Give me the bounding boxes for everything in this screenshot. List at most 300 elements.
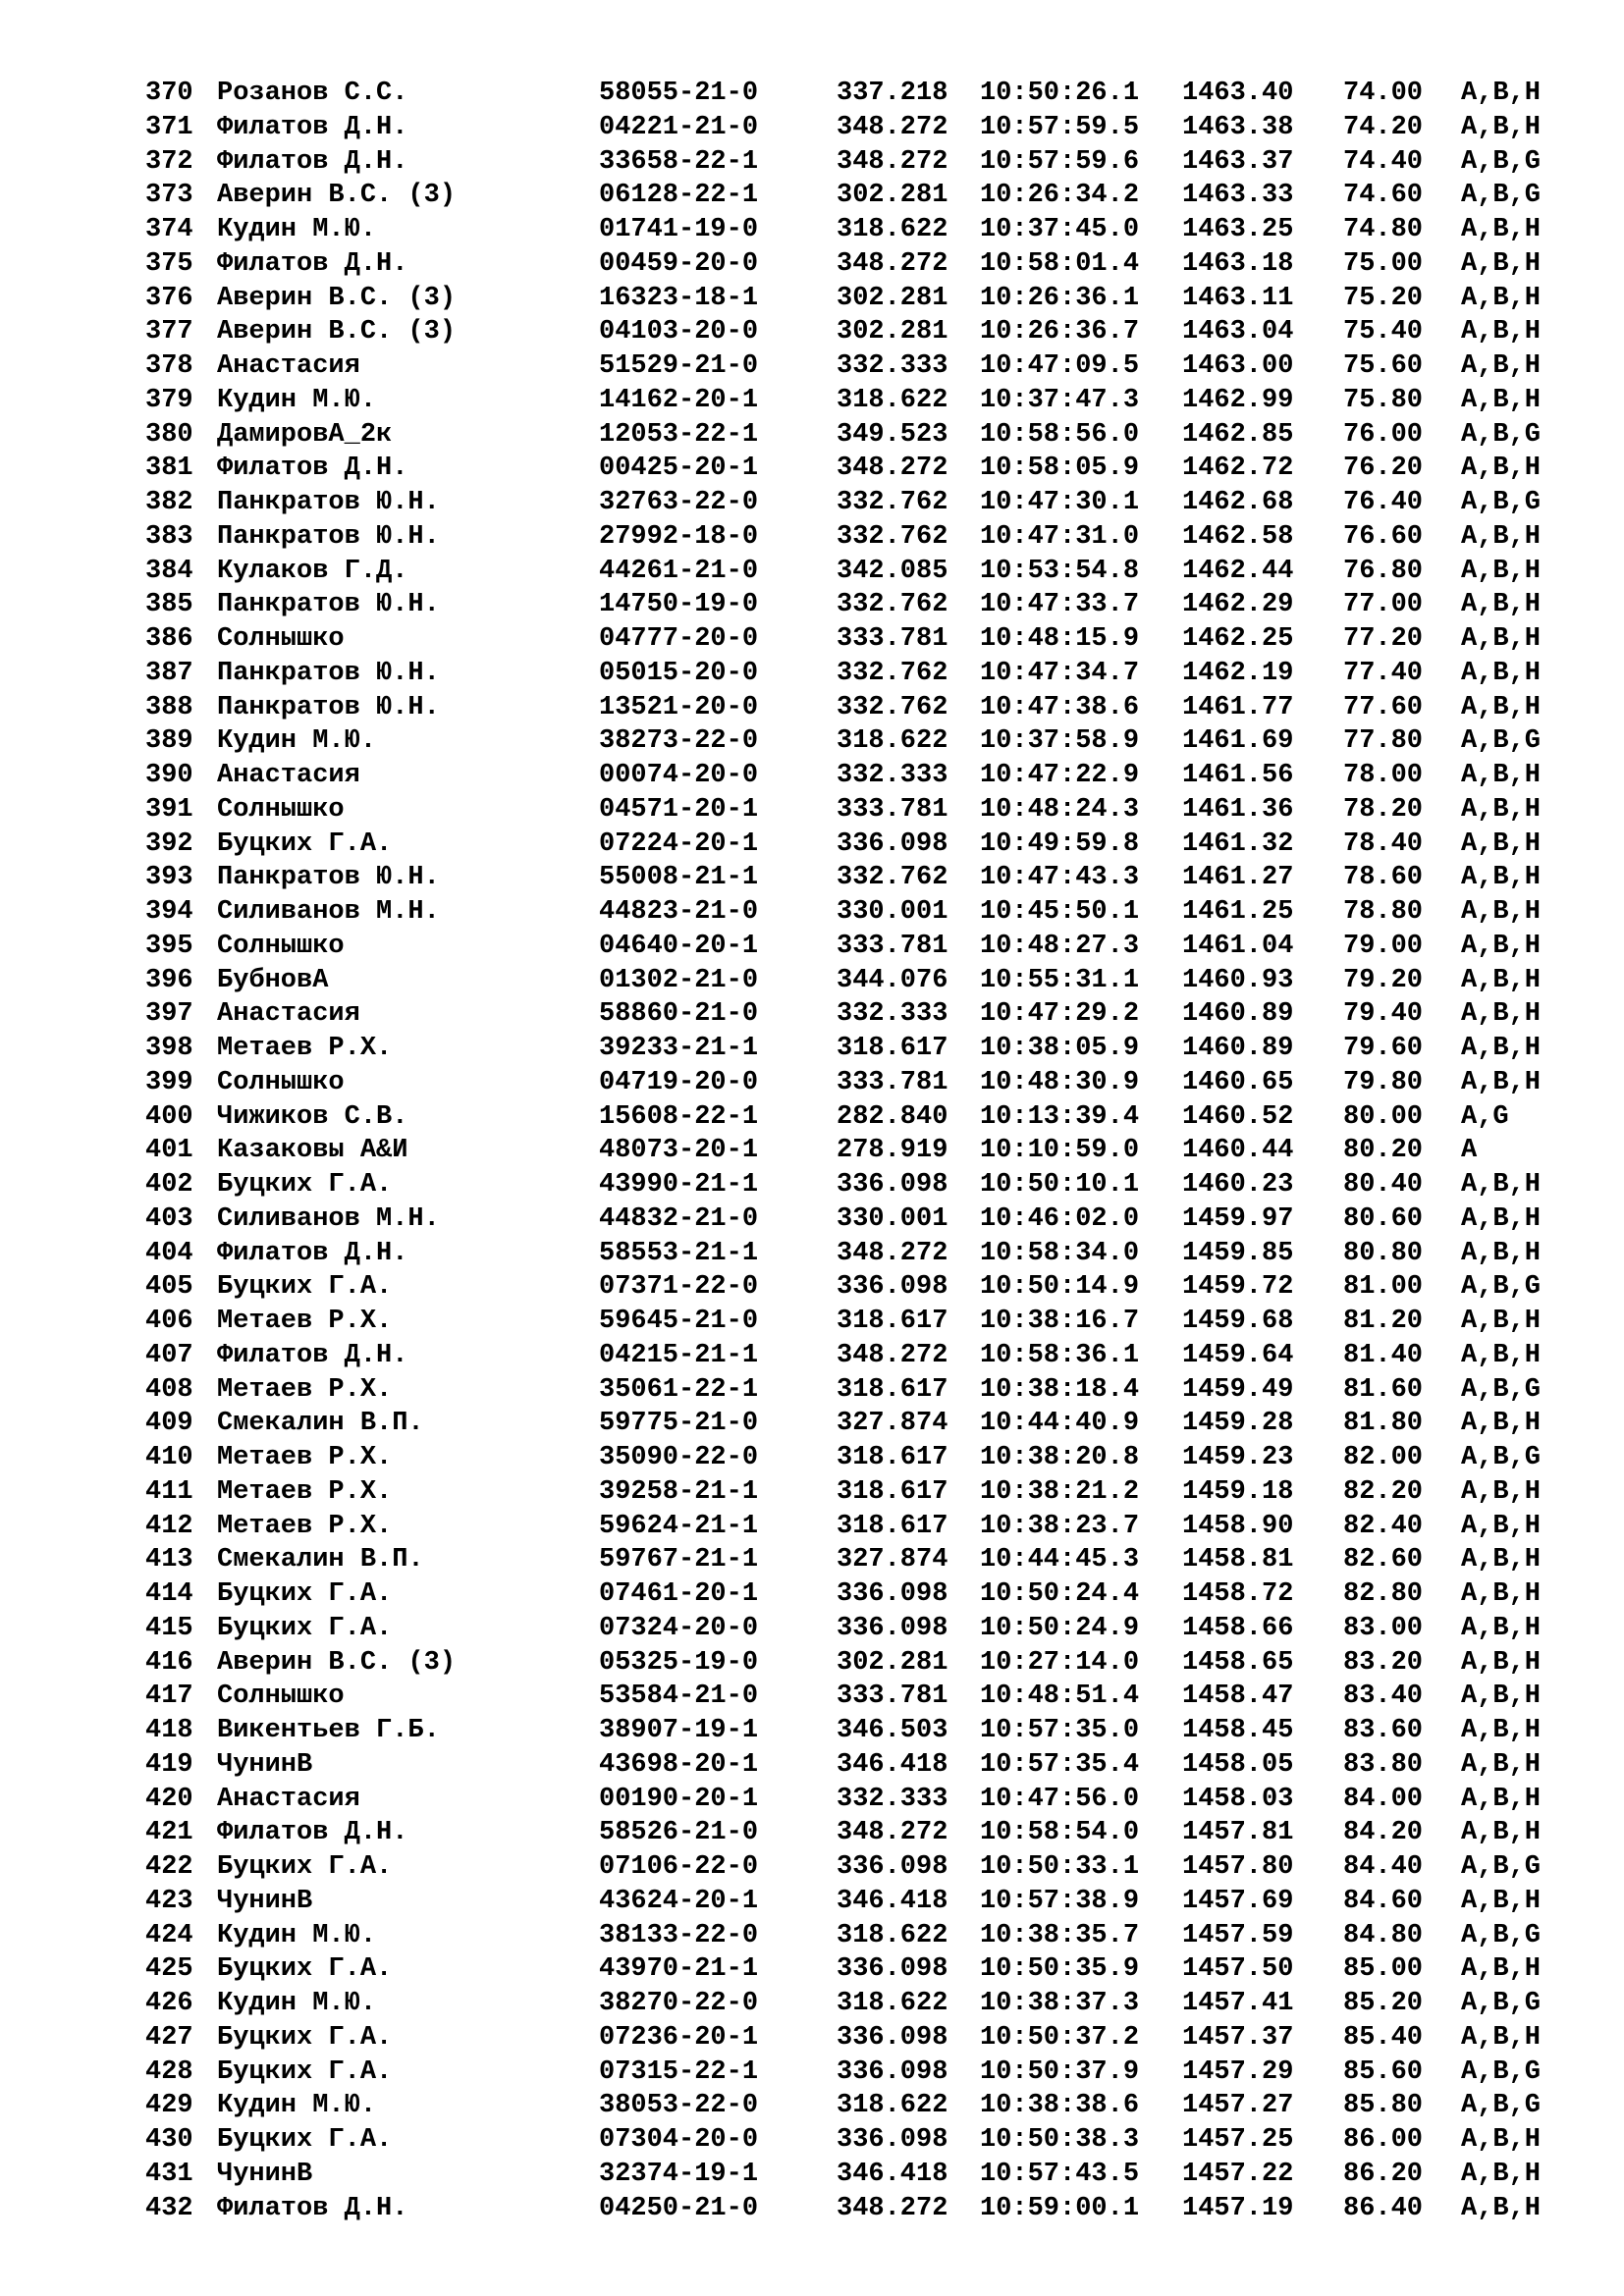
place-cell: 426	[145, 1989, 193, 2018]
speed-cell: 1462.85	[1182, 419, 1294, 450]
fancier-name-cell: Солнышко	[217, 1067, 345, 1097]
place-cell: 381	[145, 454, 193, 484]
place-cell: 406	[145, 1307, 193, 1336]
ring-number-cell: 38270-22-0	[599, 1989, 759, 2018]
place-cell: 390	[145, 761, 193, 790]
ring-number-cell: 07304-20-0	[599, 2125, 759, 2155]
table-row	[145, 1305, 1559, 1339]
speed-cell: 1459.18	[1182, 1476, 1294, 1507]
speed-cell: 1463.00	[1182, 351, 1294, 381]
fancier-name-cell: Филатов Д.Н.	[217, 248, 408, 279]
table-row	[145, 895, 1559, 930]
ring-number-cell: 13521-20-0	[599, 692, 759, 722]
speed-cell: 1460.89	[1182, 1034, 1294, 1063]
table-row	[145, 486, 1559, 520]
classes-cell: A,B,H	[1461, 454, 1542, 484]
place-cell: 402	[145, 1170, 193, 1200]
distance-cell: 346.418	[837, 1886, 948, 1916]
distance-cell: 330.001	[837, 897, 948, 927]
distance-cell: 318.622	[837, 1989, 948, 2018]
speed-cell: 1461.69	[1182, 726, 1294, 757]
arrival-time-cell: 10:57:38.9	[980, 1886, 1140, 1916]
ring-number-cell: 27992-18-0	[599, 521, 759, 552]
distance-cell: 346.503	[837, 1716, 948, 1745]
ring-number-cell: 39258-21-1	[599, 1476, 759, 1507]
ring-number-cell: 05015-20-0	[599, 658, 759, 688]
fancier-name-cell: Солнышко	[217, 624, 345, 654]
speed-cell: 1457.29	[1182, 2056, 1294, 2087]
fancier-name-cell: Буцких Г.А.	[217, 2056, 393, 2087]
table-row	[145, 2123, 1559, 2158]
speed-cell: 1457.37	[1182, 2022, 1294, 2053]
place-cell: 397	[145, 999, 193, 1030]
table-row	[145, 724, 1559, 759]
table-row	[145, 282, 1559, 316]
arrival-time-cell: 10:26:36.7	[980, 317, 1140, 347]
ring-number-cell: 38133-22-0	[599, 1920, 759, 1950]
table-row	[145, 520, 1559, 555]
table-row	[145, 111, 1559, 145]
fancier-name-cell: Аверин В.С. (3)	[217, 283, 457, 313]
speed-cell: 1461.36	[1182, 794, 1294, 825]
distance-cell: 348.272	[837, 248, 948, 279]
arrival-time-cell: 10:47:09.5	[980, 351, 1140, 381]
place-cell: 415	[145, 1613, 193, 1643]
arrival-time-cell: 10:10:59.0	[980, 1136, 1140, 1166]
classes-cell: A,B,H	[1461, 317, 1542, 347]
distance-cell: 337.218	[837, 79, 948, 108]
classes-cell: A,B,H	[1461, 1340, 1542, 1370]
speed-cell: 1463.25	[1182, 215, 1294, 244]
classes-cell: A,B,G	[1461, 146, 1542, 177]
arrival-time-cell: 10:57:43.5	[980, 2159, 1140, 2189]
classes-cell: A,B,H	[1461, 761, 1542, 790]
place-cell: 418	[145, 1716, 193, 1745]
place-cell: 413	[145, 1545, 193, 1575]
classes-cell: A,B,H	[1461, 1818, 1542, 1848]
classes-cell: A,B,H	[1461, 556, 1542, 586]
fancier-name-cell: Кудин М.Ю.	[217, 2091, 377, 2121]
coefficient-cell: 79.80	[1343, 1067, 1424, 1097]
coefficient-cell: 76.40	[1343, 488, 1424, 517]
table-row	[145, 1066, 1559, 1100]
classes-cell: A,B,H	[1461, 590, 1542, 620]
place-cell: 419	[145, 1749, 193, 1780]
arrival-time-cell: 10:38:21.2	[980, 1476, 1140, 1507]
distance-cell: 348.272	[837, 454, 948, 484]
table-row	[145, 691, 1559, 725]
fancier-name-cell: Смекалин В.П.	[217, 1545, 424, 1575]
arrival-time-cell: 10:50:37.2	[980, 2022, 1140, 2053]
classes-cell: A,B,H	[1461, 521, 1542, 552]
table-row	[145, 315, 1559, 349]
ring-number-cell: 51529-21-0	[599, 351, 759, 381]
arrival-time-cell: 10:38:16.7	[980, 1307, 1140, 1336]
classes-cell: A,B,H	[1461, 2159, 1542, 2189]
arrival-time-cell: 10:37:58.9	[980, 726, 1140, 757]
arrival-time-cell: 10:47:43.3	[980, 863, 1140, 893]
coefficient-cell: 82.20	[1343, 1476, 1424, 1507]
speed-cell: 1462.25	[1182, 624, 1294, 654]
classes-cell: A,B,H	[1461, 248, 1542, 279]
fancier-name-cell: Розанов С.С.	[217, 79, 408, 108]
arrival-time-cell: 10:58:34.0	[980, 1238, 1140, 1268]
classes-cell: A,B,G	[1461, 1443, 1542, 1472]
coefficient-cell: 81.20	[1343, 1307, 1424, 1336]
place-cell: 398	[145, 1034, 193, 1063]
arrival-time-cell: 10:26:34.2	[980, 181, 1140, 211]
fancier-name-cell: Панкратов Ю.Н.	[217, 590, 440, 620]
distance-cell: 318.622	[837, 2091, 948, 2121]
classes-cell: A,B,H	[1461, 828, 1542, 859]
arrival-time-cell: 10:58:36.1	[980, 1340, 1140, 1370]
classes-cell: A,G	[1461, 1101, 1509, 1132]
fancier-name-cell: Кудин М.Ю.	[217, 1989, 377, 2018]
table-row	[145, 759, 1559, 793]
place-cell: 416	[145, 1647, 193, 1678]
classes-cell: A,B,H	[1461, 897, 1542, 927]
coefficient-cell: 77.00	[1343, 590, 1424, 620]
table-row	[145, 1885, 1559, 1919]
speed-cell: 1462.19	[1182, 658, 1294, 688]
ring-number-cell: 04719-20-0	[599, 1067, 759, 1097]
distance-cell: 348.272	[837, 112, 948, 142]
coefficient-cell: 77.20	[1343, 624, 1424, 654]
coefficient-cell: 84.00	[1343, 1784, 1424, 1814]
distance-cell: 336.098	[837, 1613, 948, 1643]
coefficient-cell: 80.60	[1343, 1203, 1424, 1234]
table-row	[145, 1373, 1559, 1408]
table-row	[145, 1202, 1559, 1237]
arrival-time-cell: 10:48:30.9	[980, 1067, 1140, 1097]
place-cell: 400	[145, 1101, 193, 1132]
place-cell: 431	[145, 2159, 193, 2189]
place-cell: 388	[145, 692, 193, 722]
classes-cell: A,B,H	[1461, 1067, 1542, 1097]
distance-cell: 318.617	[837, 1374, 948, 1405]
distance-cell: 333.781	[837, 1067, 948, 1097]
fancier-name-cell: Буцких Г.А.	[217, 1170, 393, 1200]
ring-number-cell: 07461-20-1	[599, 1579, 759, 1609]
fancier-name-cell: Солнышко	[217, 931, 345, 961]
fancier-name-cell: Буцких Г.А.	[217, 1852, 393, 1882]
place-cell: 432	[145, 2193, 193, 2223]
coefficient-cell: 78.40	[1343, 828, 1424, 859]
place-cell: 382	[145, 488, 193, 517]
speed-cell: 1460.23	[1182, 1170, 1294, 1200]
ring-number-cell: 00459-20-0	[599, 248, 759, 279]
fancier-name-cell: БубновА	[217, 965, 329, 995]
speed-cell: 1458.66	[1182, 1613, 1294, 1643]
ring-number-cell: 14162-20-1	[599, 385, 759, 415]
place-cell: 374	[145, 215, 193, 244]
classes-cell: A,B,H	[1461, 385, 1542, 415]
place-cell: 423	[145, 1886, 193, 1916]
classes-cell: A,B,H	[1461, 1238, 1542, 1268]
fancier-name-cell: ЧунинВ	[217, 1749, 313, 1780]
classes-cell: A,B,H	[1461, 1613, 1542, 1643]
ring-number-cell: 58553-21-1	[599, 1238, 759, 1268]
table-row	[145, 349, 1559, 384]
ring-number-cell: 44261-21-0	[599, 556, 759, 586]
speed-cell: 1459.85	[1182, 1238, 1294, 1268]
distance-cell: 318.617	[837, 1034, 948, 1063]
place-cell: 409	[145, 1409, 193, 1439]
classes-cell: A,B,G	[1461, 488, 1542, 517]
coefficient-cell: 85.20	[1343, 1989, 1424, 2018]
table-row	[145, 997, 1559, 1032]
coefficient-cell: 76.00	[1343, 419, 1424, 450]
classes-cell: A,B,H	[1461, 965, 1542, 995]
table-row	[145, 1816, 1559, 1850]
coefficient-cell: 86.00	[1343, 2125, 1424, 2155]
fancier-name-cell: Анастасия	[217, 761, 360, 790]
speed-cell: 1457.25	[1182, 2125, 1294, 2155]
table-row	[145, 452, 1559, 486]
arrival-time-cell: 10:38:18.4	[980, 1374, 1140, 1405]
arrival-time-cell: 10:45:50.1	[980, 897, 1140, 927]
fancier-name-cell: Аверин В.С. (3)	[217, 317, 457, 347]
fancier-name-cell: Буцких Г.А.	[217, 2022, 393, 2053]
ring-number-cell: 07106-22-0	[599, 1852, 759, 1882]
distance-cell: 327.874	[837, 1409, 948, 1439]
table-row	[145, 555, 1559, 589]
ring-number-cell: 04571-20-1	[599, 794, 759, 825]
fancier-name-cell: Филатов Д.Н.	[217, 1340, 408, 1370]
table-row	[145, 1237, 1559, 1271]
place-cell: 395	[145, 931, 193, 961]
coefficient-cell: 74.20	[1343, 112, 1424, 142]
fancier-name-cell: Кудин М.Ю.	[217, 1920, 377, 1950]
fancier-name-cell: Солнышко	[217, 794, 345, 825]
place-cell: 371	[145, 112, 193, 142]
table-row	[145, 1919, 1559, 1953]
arrival-time-cell: 10:49:59.8	[980, 828, 1140, 859]
coefficient-cell: 85.80	[1343, 2091, 1424, 2121]
place-cell: 396	[145, 965, 193, 995]
distance-cell: 332.333	[837, 1784, 948, 1814]
speed-cell: 1463.37	[1182, 146, 1294, 177]
distance-cell: 344.076	[837, 965, 948, 995]
classes-cell: A,B,H	[1461, 1647, 1542, 1678]
fancier-name-cell: Смекалин В.П.	[217, 1409, 424, 1439]
ring-number-cell: 07236-20-1	[599, 2022, 759, 2053]
classes-cell: A,B,H	[1461, 1409, 1542, 1439]
table-row	[145, 828, 1559, 862]
arrival-time-cell: 10:47:38.6	[980, 692, 1140, 722]
place-cell: 377	[145, 317, 193, 347]
place-cell: 412	[145, 1511, 193, 1541]
coefficient-cell: 79.40	[1343, 999, 1424, 1030]
speed-cell: 1460.52	[1182, 1101, 1294, 1132]
coefficient-cell: 82.80	[1343, 1579, 1424, 1609]
place-cell: 422	[145, 1852, 193, 1882]
coefficient-cell: 78.80	[1343, 897, 1424, 927]
classes-cell: A,B,G	[1461, 2091, 1542, 2121]
fancier-name-cell: Анастасия	[217, 999, 360, 1030]
ring-number-cell: 58526-21-0	[599, 1818, 759, 1848]
place-cell: 384	[145, 556, 193, 586]
speed-cell: 1461.56	[1182, 761, 1294, 790]
ring-number-cell: 48073-20-1	[599, 1136, 759, 1166]
distance-cell: 333.781	[837, 794, 948, 825]
fancier-name-cell: Буцких Г.А.	[217, 1272, 393, 1303]
classes-cell: A	[1461, 1136, 1478, 1166]
coefficient-cell: 82.00	[1343, 1443, 1424, 1472]
table-row	[145, 1850, 1559, 1885]
table-row	[145, 384, 1559, 418]
place-cell: 391	[145, 794, 193, 825]
ring-number-cell: 04215-21-1	[599, 1340, 759, 1370]
classes-cell: A,B,H	[1461, 999, 1542, 1030]
table-row	[145, 1646, 1559, 1681]
table-row	[145, 418, 1559, 453]
fancier-name-cell: Кудин М.Ю.	[217, 385, 377, 415]
coefficient-cell: 81.80	[1343, 1409, 1424, 1439]
distance-cell: 336.098	[837, 1579, 948, 1609]
coefficient-cell: 78.00	[1343, 761, 1424, 790]
distance-cell: 336.098	[837, 1170, 948, 1200]
arrival-time-cell: 10:50:37.9	[980, 2056, 1140, 2087]
classes-cell: A,B,H	[1461, 79, 1542, 108]
distance-cell: 327.874	[837, 1545, 948, 1575]
fancier-name-cell: Силиванов М.Н.	[217, 1203, 440, 1234]
ring-number-cell: 38907-19-1	[599, 1716, 759, 1745]
ring-number-cell: 32374-19-1	[599, 2159, 759, 2189]
place-cell: 420	[145, 1784, 193, 1814]
ring-number-cell: 00425-20-1	[599, 454, 759, 484]
coefficient-cell: 81.60	[1343, 1374, 1424, 1405]
classes-cell: A,B,H	[1461, 692, 1542, 722]
speed-cell: 1460.89	[1182, 999, 1294, 1030]
classes-cell: A,B,H	[1461, 1886, 1542, 1916]
ring-number-cell: 43990-21-1	[599, 1170, 759, 1200]
table-row	[145, 1134, 1559, 1168]
distance-cell: 349.523	[837, 419, 948, 450]
coefficient-cell: 86.20	[1343, 2159, 1424, 2189]
table-row	[145, 1510, 1559, 1544]
classes-cell: A,B,H	[1461, 1784, 1542, 1814]
speed-cell: 1462.72	[1182, 454, 1294, 484]
ring-number-cell: 14750-19-0	[599, 590, 759, 620]
place-cell: 380	[145, 419, 193, 450]
coefficient-cell: 81.00	[1343, 1272, 1424, 1303]
fancier-name-cell: Метаев Р.Х.	[217, 1511, 393, 1541]
fancier-name-cell: Буцких Г.А.	[217, 1579, 393, 1609]
fancier-name-cell: Филатов Д.Н.	[217, 1238, 408, 1268]
classes-cell: A,B,H	[1461, 1170, 1542, 1200]
fancier-name-cell: Метаев Р.Х.	[217, 1034, 393, 1063]
ring-number-cell: 43970-21-1	[599, 1954, 759, 1985]
classes-cell: A,B,H	[1461, 794, 1542, 825]
classes-cell: A,B,H	[1461, 2022, 1542, 2053]
arrival-time-cell: 10:58:54.0	[980, 1818, 1140, 1848]
ring-number-cell: 04250-21-0	[599, 2193, 759, 2223]
coefficient-cell: 75.00	[1343, 248, 1424, 279]
coefficient-cell: 85.40	[1343, 2022, 1424, 2053]
arrival-time-cell: 10:13:39.4	[980, 1101, 1140, 1132]
arrival-time-cell: 10:47:34.7	[980, 658, 1140, 688]
place-cell: 392	[145, 828, 193, 859]
classes-cell: A,B,H	[1461, 2125, 1542, 2155]
table-row	[145, 179, 1559, 213]
arrival-time-cell: 10:50:10.1	[980, 1170, 1140, 1200]
classes-cell: A,B,H	[1461, 1511, 1542, 1541]
table-row	[145, 2021, 1559, 2056]
ring-number-cell: 32763-22-0	[599, 488, 759, 517]
place-cell: 393	[145, 863, 193, 893]
coefficient-cell: 86.40	[1343, 2193, 1424, 2223]
classes-cell: A,B,H	[1461, 1476, 1542, 1507]
table-row	[145, 861, 1559, 895]
table-row	[145, 1032, 1559, 1066]
arrival-time-cell: 10:50:38.3	[980, 2125, 1140, 2155]
arrival-time-cell: 10:58:05.9	[980, 454, 1140, 484]
fancier-name-cell: Панкратов Ю.Н.	[217, 692, 440, 722]
ring-number-cell: 44832-21-0	[599, 1203, 759, 1234]
fancier-name-cell: Филатов Д.Н.	[217, 2193, 408, 2223]
distance-cell: 332.762	[837, 590, 948, 620]
ring-number-cell: 58055-21-0	[599, 79, 759, 108]
classes-cell: A,B,H	[1461, 931, 1542, 961]
speed-cell: 1457.80	[1182, 1852, 1294, 1882]
table-row	[145, 1783, 1559, 1817]
speed-cell: 1460.93	[1182, 965, 1294, 995]
distance-cell: 302.281	[837, 1647, 948, 1678]
ring-number-cell: 55008-21-1	[599, 863, 759, 893]
arrival-time-cell: 10:58:56.0	[980, 419, 1140, 450]
classes-cell: A,B,G	[1461, 181, 1542, 211]
classes-cell: A,B,H	[1461, 624, 1542, 654]
ring-number-cell: 04103-20-0	[599, 317, 759, 347]
arrival-time-cell: 10:57:35.4	[980, 1749, 1140, 1780]
ring-number-cell: 07315-22-1	[599, 2056, 759, 2087]
classes-cell: A,B,G	[1461, 1989, 1542, 2018]
ring-number-cell: 59645-21-0	[599, 1307, 759, 1336]
arrival-time-cell: 10:27:14.0	[980, 1647, 1140, 1678]
distance-cell: 318.622	[837, 215, 948, 244]
classes-cell: A,B,G	[1461, 726, 1542, 757]
distance-cell: 318.622	[837, 385, 948, 415]
fancier-name-cell: Филатов Д.Н.	[217, 112, 408, 142]
place-cell: 427	[145, 2022, 193, 2053]
distance-cell: 332.762	[837, 692, 948, 722]
place-cell: 389	[145, 726, 193, 757]
results-list	[145, 77, 1559, 2225]
distance-cell: 332.333	[837, 761, 948, 790]
arrival-time-cell: 10:53:54.8	[980, 556, 1140, 586]
speed-cell: 1462.29	[1182, 590, 1294, 620]
table-row	[145, 145, 1559, 180]
arrival-time-cell: 10:47:56.0	[980, 1784, 1140, 1814]
place-cell: 401	[145, 1136, 193, 1166]
place-cell: 410	[145, 1443, 193, 1472]
classes-cell: A,B,G	[1461, 1374, 1542, 1405]
coefficient-cell: 74.00	[1343, 79, 1424, 108]
arrival-time-cell: 10:57:59.6	[980, 146, 1140, 177]
place-cell: 378	[145, 351, 193, 381]
ring-number-cell: 39233-21-1	[599, 1034, 759, 1063]
arrival-time-cell: 10:37:47.3	[980, 385, 1140, 415]
table-row	[145, 657, 1559, 691]
fancier-name-cell: Аверин В.С. (3)	[217, 1647, 457, 1678]
coefficient-cell: 84.60	[1343, 1886, 1424, 1916]
fancier-name-cell: Силиванов М.Н.	[217, 897, 440, 927]
place-cell: 376	[145, 283, 193, 313]
speed-cell: 1459.72	[1182, 1272, 1294, 1303]
place-cell: 429	[145, 2091, 193, 2121]
coefficient-cell: 80.20	[1343, 1136, 1424, 1166]
